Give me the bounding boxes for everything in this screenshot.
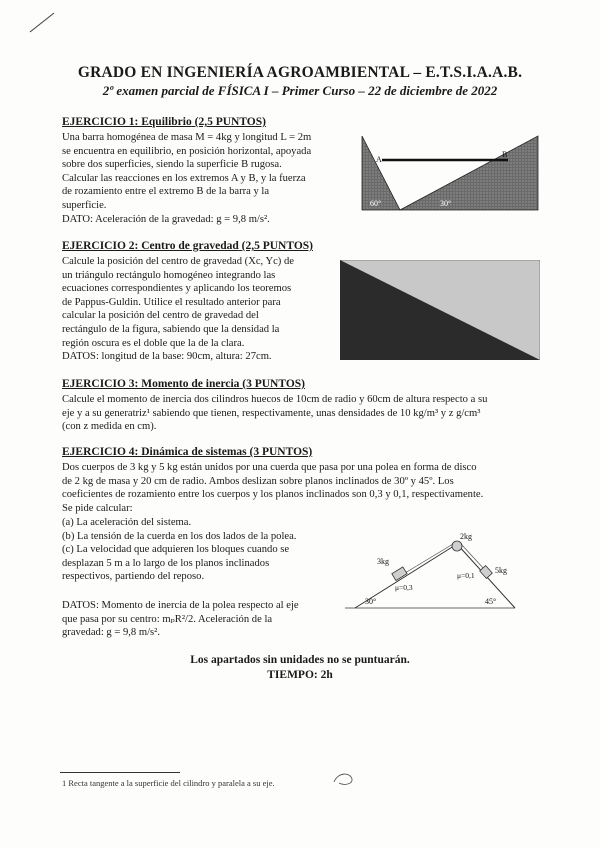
ex4-data-line: gravedad: g = 9,8 m/s². — [62, 627, 161, 639]
ex1-body — [62, 131, 350, 226]
page-title: GRADO EN INGENIERÍA AGROAMBIENTAL – E.T.S.I.A.A.B. — [77, 64, 523, 81]
ex2-line: de Pappus-Guldin. Utilice el resultado anterior para — [62, 296, 281, 308]
ex4-label-angle-left: 30° — [365, 597, 377, 606]
ex4-item: (a) La aceleración del sistema. — [62, 517, 192, 528]
footnote: 1 Recta tangente a la superficie del cilindro y paralela a su eje. — [62, 778, 275, 788]
ex4-pulley — [452, 541, 462, 551]
ex2-line: rectángulo de la figura, sabiendo que la densidad la — [62, 323, 280, 335]
ex4-item: (c) La velocidad que adquieren los bloques cuando se — [62, 544, 290, 556]
pen-mark — [28, 10, 58, 34]
ex1-heading — [62, 116, 266, 128]
ex4-data-line: DATOS: Momento de inercia de la polea respecto al eje — [62, 600, 299, 611]
page-subtitle: 2º examen parcial de FÍSICA I – Primer Curso – 22 de diciembre de 2022 — [102, 83, 498, 98]
ex1-angle-right: 30° — [440, 199, 452, 208]
ex4-label-block-right: 5kg — [495, 566, 507, 575]
ex3-heading — [62, 378, 305, 390]
ex2-line: ecuaciones correspondientes y aplicando los teoremos — [62, 283, 292, 295]
ex2-data: DATOS: longitud de la base: 90cm, altura: 27cm. — [62, 351, 272, 363]
ex4-line: de 2 kg de masa y 20 cm de radio. Ambos deslizan sobre planos inclinados de 30º y 45º. Los — [62, 475, 454, 487]
ex4-item: respectivos, partiendo del reposo. — [62, 571, 205, 583]
ex1-title: EJERCICIO 1: Equilibrio — [62, 116, 192, 128]
ex4-figure — [345, 530, 545, 615]
ex4-heading — [62, 446, 312, 458]
ex4-points: (3 PUNTOS) — [249, 446, 313, 458]
ex3-body — [62, 393, 540, 434]
ex4-rope-right — [461, 544, 485, 570]
ex4-line: Dos cuerpos de 3 kg y 5 kg están unidos por una cuerda que pasa por una polea en forma de disco — [62, 462, 477, 473]
ex1-label-b: B — [502, 150, 508, 159]
ex4-item: (b) La tensión de la cuerda en los dos lados de la polea. — [62, 530, 297, 542]
ex1-line: de rozamiento entre el extremo B de la barra y la — [62, 186, 270, 198]
ex3-title: EJERCICIO 3: Momento de inercia — [62, 378, 240, 390]
footnote-rule — [60, 772, 180, 773]
ex2-body — [62, 255, 332, 364]
ex4-label-mu-right: μ=0,1 — [457, 571, 475, 580]
ex4-item: desplazan 5 m a lo largo de los planos inclinados — [62, 557, 270, 569]
ex1-data: DATO: Aceleración de la gravedad: g = 9,8 m/s². — [62, 213, 270, 225]
ex4-body — [62, 461, 540, 515]
ex3-points: (3 PUNTOS) — [242, 378, 305, 390]
ex1-line: sobre dos superficies, siendo la superficie B rugosa. — [62, 159, 282, 171]
ex4-block-right — [480, 566, 493, 579]
ex4-items — [62, 516, 334, 584]
ex2-figure — [340, 260, 540, 360]
ex1-angle-left: 60° — [370, 199, 382, 208]
ex4-data — [62, 599, 334, 640]
grading-note: Los apartados sin unidades no se puntuarán. — [190, 654, 410, 666]
ex1-points: (2,5 PUNTOS) — [194, 116, 266, 128]
ex4-label-block-left: 3kg — [377, 557, 389, 566]
handwritten-mark — [330, 770, 356, 788]
ex3-line: eje y a su generatriz¹ sabiendo que tienen, respectivamente, unas densidades de 10 kg/m³ y z g/cm³ — [62, 407, 481, 419]
ex4-rope-left — [405, 544, 453, 573]
ex2-line: Calcule la posición del centro de gravedad (Xc, Yc) de — [62, 256, 294, 267]
ex1-label-a: A — [376, 155, 382, 164]
ex1-line: Una barra homogénea de masa M = 4kg y longitud L = 2m — [62, 132, 312, 143]
ex1-line: Calcular las reacciones en los extremos A y B, y la fuerza — [62, 172, 306, 184]
ex1-right-surface — [400, 136, 538, 210]
ex4-label-pulley: 2kg — [460, 532, 472, 541]
ex2-points: (2,5 PUNTOS) — [241, 240, 313, 252]
ex4-line: Se pide calcular: — [62, 502, 133, 514]
ex2-line: región oscura es el doble que la de la clara. — [62, 337, 245, 349]
ex2-title: EJERCICIO 2: Centro de gravedad — [62, 240, 239, 252]
ex4-label-mu-left: μ=0,3 — [395, 583, 413, 592]
ex2-line: calcular la posición del centro de gravedad del — [62, 310, 259, 322]
ex1-line: superficie. — [62, 199, 107, 211]
ex2-heading — [62, 240, 313, 252]
ex1-line: se encuentra en equilibrio, en posición horizontal, apoyada — [62, 145, 312, 157]
ex1-figure — [360, 132, 540, 212]
ex4-title: EJERCICIO 4: Dinámica de sistemas — [62, 446, 247, 458]
ex3-line: Calcule el momento de inercia dos cilindros huecos de 10cm de radio y 60cm de altura respecto a su — [62, 394, 488, 405]
ex4-data-line: que pasa por su centro: mₚR²/2. Aceleración de la — [62, 613, 273, 625]
ex3-line: (con z medida en cm). — [62, 421, 157, 433]
ex4-line: coeficientes de rozamiento entre los cuerpos y los planos inclinados son 0,3 y 0,1, respectivamente. — [62, 489, 484, 501]
ex4-label-angle-right: 45° — [485, 597, 497, 606]
exam-time: TIEMPO: 2h — [267, 669, 333, 681]
ex4-block-left — [392, 567, 407, 581]
ex2-line: un triángulo rectángulo homogéneo integrando las — [62, 269, 276, 281]
